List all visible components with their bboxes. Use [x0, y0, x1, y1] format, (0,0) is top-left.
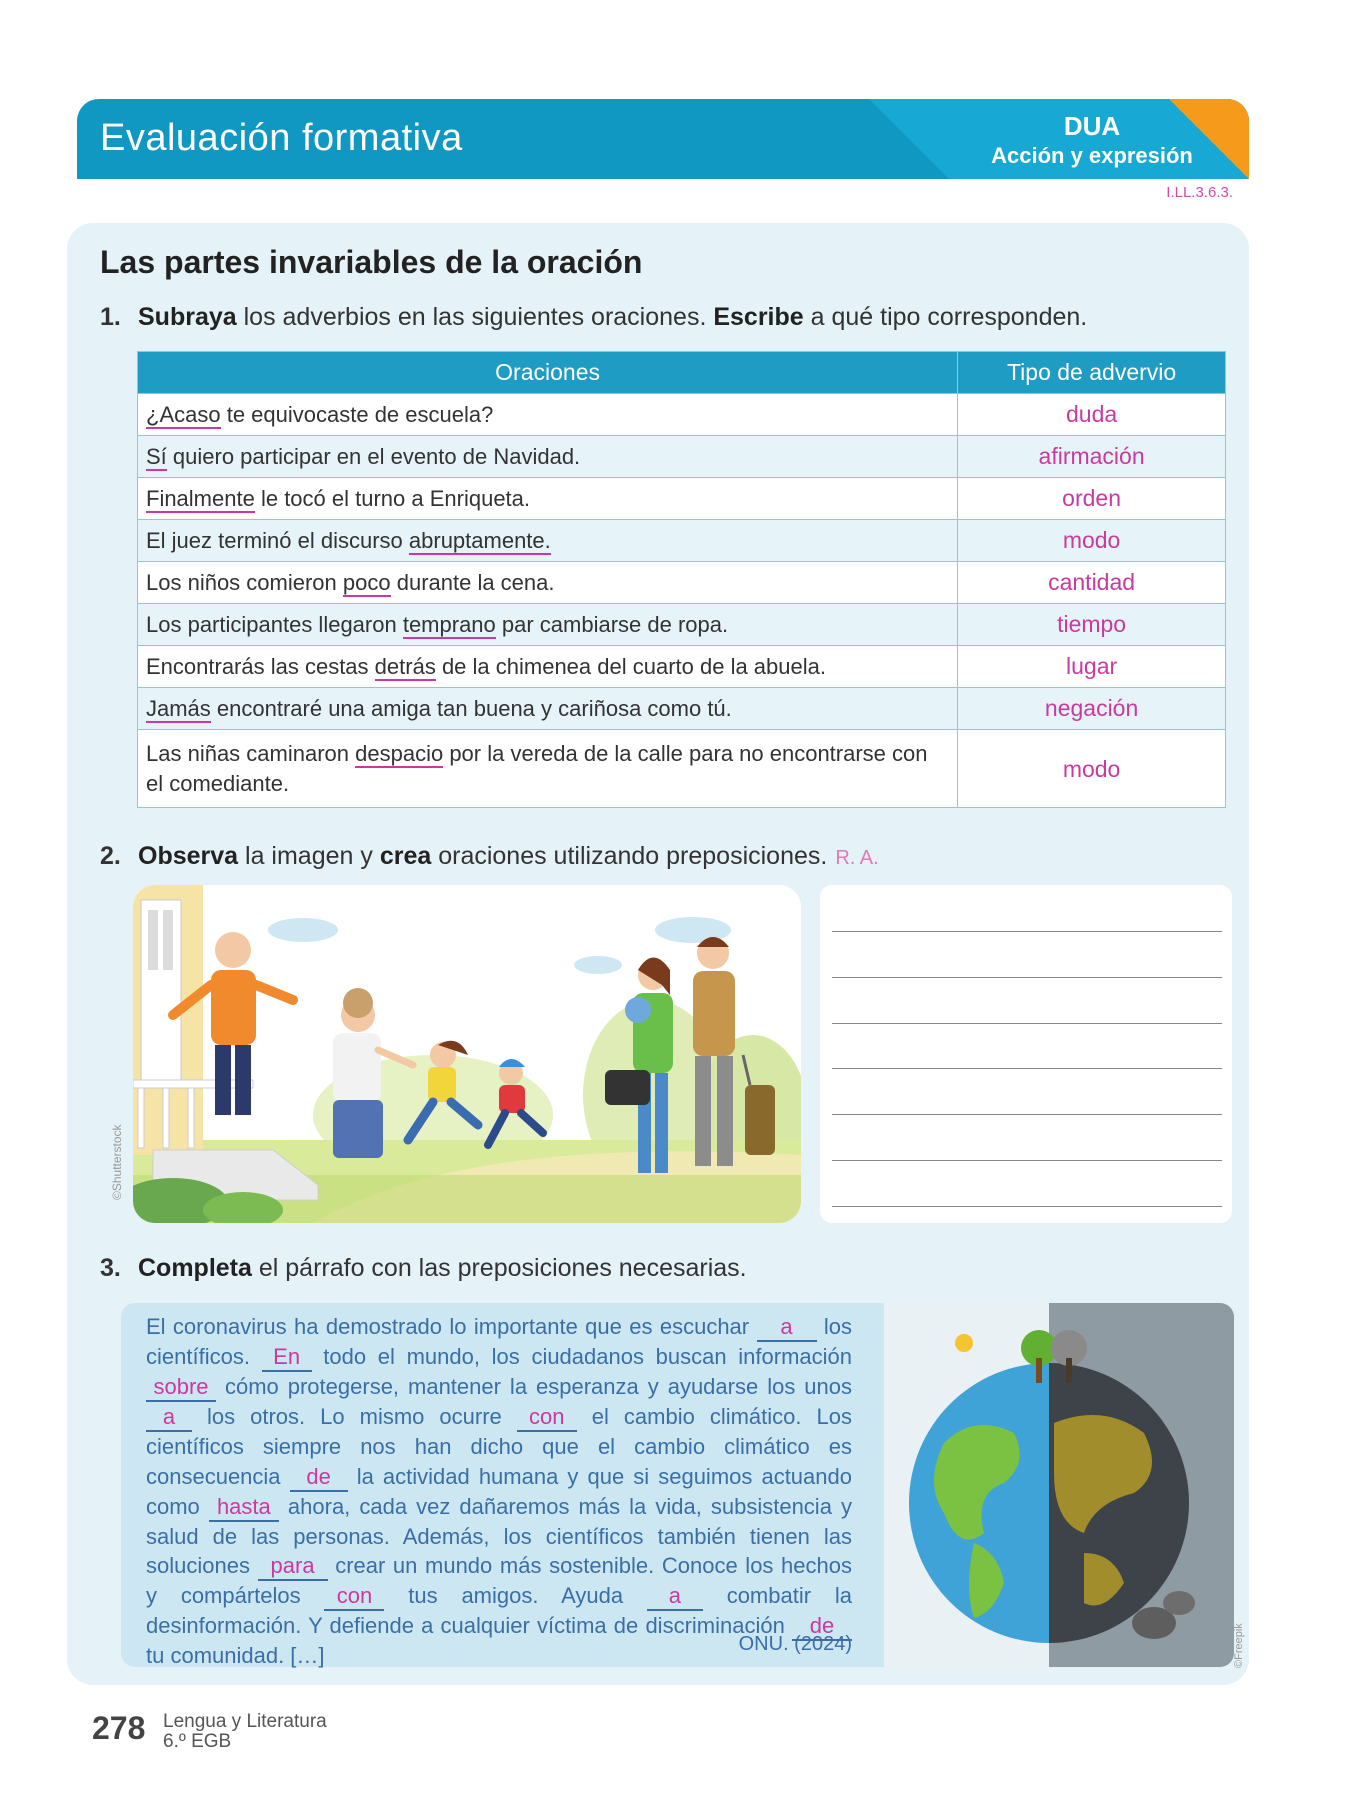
table-row — [138, 604, 1226, 646]
sentence-cell — [138, 646, 958, 688]
instruction-text: a qué tipo corresponden. — [803, 303, 1088, 331]
subject-label — [163, 1712, 327, 1752]
sentence-text: El juez terminó el discurso — [146, 527, 409, 553]
image-credit: ©Shutterstock — [110, 1124, 124, 1200]
paragraph-segment: tus amigos. Ayuda — [384, 1583, 647, 1608]
family-scene-image — [133, 885, 801, 1223]
answer-line[interactable] — [832, 1023, 1222, 1024]
instruction-verb: Subraya — [138, 303, 237, 331]
answer-line[interactable] — [832, 1068, 1222, 1069]
paragraph-segment: cómo protegerse, mantener la esperanza y ayudarse los unos — [216, 1374, 852, 1399]
question-number: 3. — [100, 1254, 121, 1282]
adverb-type: orden — [958, 478, 1226, 520]
instruction-text: el párrafo con las preposiciones necesarias. — [251, 1254, 747, 1282]
earth-illustration — [884, 1303, 1234, 1667]
sentence-cell — [138, 688, 958, 730]
adverb-type: lugar — [958, 646, 1226, 688]
paragraph-segment: los científicos. — [146, 1314, 852, 1369]
sentence-text: Encontrarás las cestas — [146, 653, 375, 679]
sentence-text: Los niños comieron — [146, 569, 343, 595]
sentence-text: te equivocaste de escuela? — [220, 401, 494, 427]
grade-level: 6.º EGB — [163, 1731, 232, 1752]
instruction-text: la imagen y — [238, 842, 380, 870]
sentence-text: par cambiarse de ropa. — [495, 611, 729, 637]
table-row — [138, 646, 1226, 688]
answer-line[interactable] — [832, 1206, 1222, 1207]
image-credit: ©Freepik — [1233, 1623, 1245, 1668]
instruction-verb: crea — [379, 842, 432, 870]
preposition-blank[interactable]: para — [258, 1553, 328, 1581]
adverb-underlined: detrás — [374, 653, 436, 679]
question-number: 1. — [100, 303, 121, 331]
paragraph-segment: crear un mundo más sostenible. Conoce los hechos y compártelos — [146, 1553, 852, 1608]
adverb-type: afirmación — [958, 436, 1226, 478]
dua-label: DUA — [1063, 111, 1121, 141]
answer-line[interactable] — [832, 977, 1222, 978]
instruction-verb: Escribe — [713, 303, 804, 331]
preposition-blank[interactable]: con — [324, 1583, 384, 1611]
source-citation: ONU. (2024) — [738, 1633, 852, 1655]
instruction-text: oraciones utilizando preposiciones. — [431, 842, 828, 870]
sentence-text: de la chimenea del cuarto de la abuela. — [435, 653, 826, 679]
preposition-blank[interactable]: En — [262, 1344, 312, 1372]
adverb-underlined: ¿Acaso — [146, 401, 221, 427]
adverb-underlined: Sí — [146, 443, 167, 469]
adverb-type: negación — [958, 688, 1226, 730]
table-row — [138, 394, 1226, 436]
column-header-sentences: Oraciones — [138, 352, 958, 394]
instruction-text: los adverbios en las siguientes oraciones. — [236, 303, 714, 331]
family-illustration — [133, 885, 801, 1223]
column-header-type: Tipo de advervio — [958, 352, 1226, 394]
sentence-cell — [138, 562, 958, 604]
table-row — [138, 436, 1226, 478]
answer-line[interactable] — [832, 1160, 1222, 1161]
answer-line[interactable] — [832, 1114, 1222, 1115]
sentence-text: le tocó el turno a Enriqueta. — [254, 485, 531, 511]
adverb-underlined: Finalmente — [146, 485, 255, 511]
header-banner — [77, 99, 1249, 179]
indicator-code: I.LL.3.6.3. — [1166, 184, 1233, 201]
question-2 — [100, 842, 879, 871]
preposition-blank[interactable]: a — [647, 1583, 703, 1611]
preposition-blank[interactable]: a — [757, 1314, 817, 1342]
paragraph-segment: el cambio climático. Los científicos siempre nos han dicho que el cambio climático es consecuencia — [146, 1404, 852, 1489]
dua-subtitle: Acción y expresión — [991, 143, 1193, 168]
table-row — [138, 478, 1226, 520]
sentence-cell — [138, 520, 958, 562]
sentence-text: Los participantes llegaron — [146, 611, 403, 637]
question-number: 2. — [100, 842, 121, 870]
preposition-blank[interactable]: a — [146, 1404, 192, 1432]
sentence-cell — [138, 436, 958, 478]
table-row — [138, 730, 1226, 808]
paragraph-segment: El coronavirus ha demostrado lo importante que es escuchar — [146, 1314, 757, 1339]
preposition-blank[interactable]: de — [792, 1613, 852, 1641]
sentence-cell — [138, 478, 958, 520]
adverb-underlined: Jamás — [146, 695, 211, 721]
answer-line[interactable] — [832, 931, 1222, 932]
earth-climate-image — [884, 1303, 1234, 1667]
sentence-text: durante la cena. — [390, 569, 555, 595]
adverb-underlined: despacio — [355, 740, 444, 766]
question-3 — [100, 1254, 747, 1283]
adverb-type: modo — [958, 520, 1226, 562]
adverb-type: duda — [958, 394, 1226, 436]
paragraph-segment: los otros. Lo mismo ocurre — [192, 1404, 517, 1429]
preposition-blank[interactable]: sobre — [146, 1374, 216, 1402]
paragraph-text — [146, 1312, 852, 1671]
adverb-type: tiempo — [958, 604, 1226, 646]
adverb-underlined: temprano — [402, 611, 496, 637]
instruction-verb: Observa — [138, 842, 239, 870]
question-1 — [100, 303, 1087, 332]
sentence-text: encontraré una amiga tan buena y cariñosa como tú. — [210, 695, 732, 721]
sentence-cell — [138, 730, 958, 808]
writing-lines — [820, 885, 1232, 1223]
preposition-blank[interactable]: con — [517, 1404, 577, 1432]
page-number: 278 — [92, 1710, 146, 1746]
sentence-text: por la vereda de la calle para no encontrarse con el comediante. — [146, 740, 928, 796]
table-row — [138, 688, 1226, 730]
sentence-text: Las niñas caminaron — [146, 740, 356, 766]
preposition-blank[interactable]: hasta — [209, 1494, 279, 1522]
page-title: Evaluación formativa — [100, 117, 463, 159]
subject-name: Lengua y Literatura — [163, 1711, 327, 1732]
paragraph-segment: tu comunidad. […] — [146, 1643, 325, 1668]
paragraph-segment: todo el mundo, los ciudadanos buscan información — [311, 1344, 852, 1369]
adverbs-table — [137, 351, 1226, 808]
table-row — [138, 520, 1226, 562]
section-title: Las partes invariables de la oración — [100, 244, 643, 280]
table-row — [138, 562, 1226, 604]
paragraph-segment: combatir la desinformación. Y defiende a cualquier víctima de discriminación — [146, 1583, 852, 1638]
instruction-verb: Completa — [138, 1254, 252, 1282]
sentence-cell — [138, 394, 958, 436]
answer-note: R. A. — [835, 847, 879, 869]
preposition-blank[interactable]: de — [290, 1464, 348, 1492]
sentence-cell — [138, 604, 958, 646]
paragraph-segment: la actividad humana y que si seguimos actuando como — [146, 1463, 852, 1519]
adverb-type: modo — [958, 730, 1226, 808]
adverb-type: cantidad — [958, 562, 1226, 604]
sentence-text: quiero participar en el evento de Navidad. — [166, 443, 581, 469]
paragraph-segment: ahora, cada vez dañaremos más la vida, subsistencia y salud de las personas. Además, los científicos también tienen las soluciones — [146, 1493, 852, 1578]
adverb-underlined: abruptamente. — [408, 527, 551, 553]
adverb-underlined: poco — [342, 569, 391, 595]
